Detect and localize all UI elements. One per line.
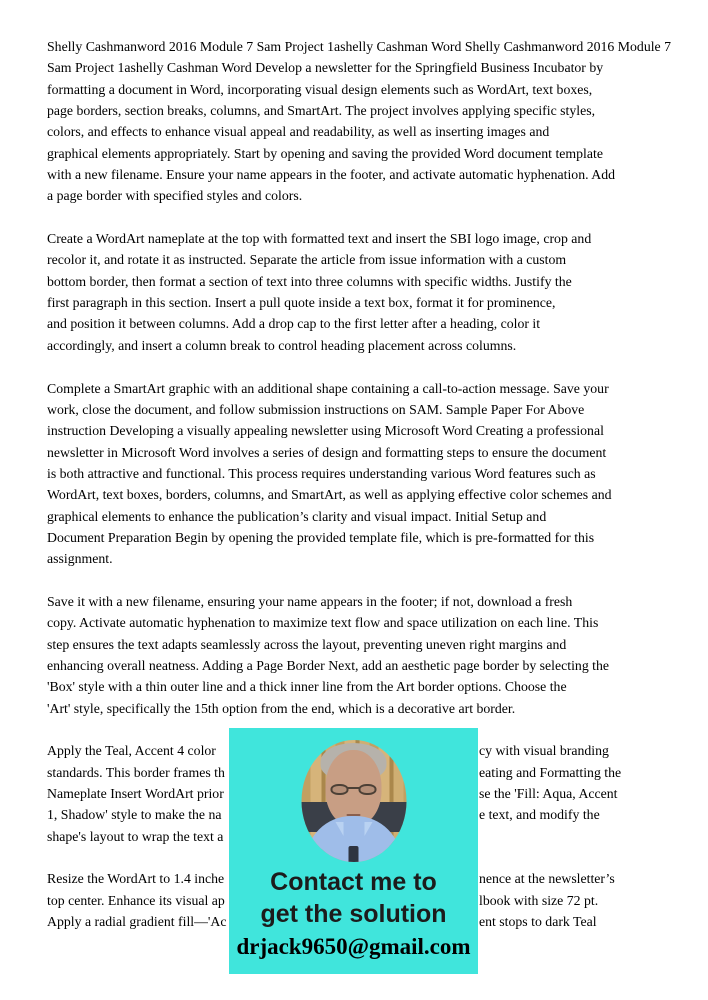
tie-shape xyxy=(349,846,359,862)
text-line: WordArt, text boxes, borders, columns, and SmartArt, as well as applying effective color schemes and xyxy=(47,487,612,503)
text-line: accordingly, and insert a column break to control heading placement across columns. xyxy=(47,337,517,353)
paragraph xyxy=(47,378,675,570)
text-line: step ensures the text adapts seamlessly across the layout, preventing uneven right margins and xyxy=(47,636,567,652)
text-line: a page border with specified styles and colors. xyxy=(47,188,303,204)
paragraph xyxy=(47,36,675,207)
text-fragment-right: eating and Formatting the xyxy=(479,764,622,780)
text-fragment-left: Apply the Teal, Accent 4 color xyxy=(47,743,216,759)
text-line: Complete a SmartArt graphic with an additional shape containing a call-to-action message. Save your xyxy=(47,380,609,396)
contact-message-line1: Contact me to xyxy=(270,868,437,896)
text-fragment-left: 1, Shadow' style to make the na xyxy=(47,807,222,823)
text-line: bottom border, then format a section of text into three columns with specific widths. Justify the xyxy=(47,273,572,289)
paragraph xyxy=(47,228,675,356)
text-line: and position it between columns. Add a drop cap to the first letter after a heading, color it xyxy=(47,316,541,332)
text-line: Shelly Cashmanword 2016 Module 7 Sam Project 1ashelly Cashman Word Shelly Cashmanword 2016 Module 7 xyxy=(47,39,672,54)
text-fragment-right: se the 'Fill: Aqua, Accent xyxy=(479,786,618,802)
text-line: first paragraph in this section. Insert a pull quote inside a text box, format it for prominence, xyxy=(47,295,556,311)
text-fragment-left: top center. Enhance its visual ap xyxy=(47,892,225,908)
text-line: newsletter in Microsoft Word involves a series of design and formatting steps to ensure the document xyxy=(47,444,607,460)
paragraph xyxy=(47,591,675,719)
text-line: graphical elements appropriately. Start by opening and saving the provided Word document template xyxy=(47,145,603,161)
text-fragment-left: standards. This border frames th xyxy=(47,764,225,780)
text-line: page borders, section breaks, columns, and SmartArt. The project involves applying specific styles, xyxy=(47,103,596,119)
text-fragment-right: cy with visual branding xyxy=(479,743,609,759)
text-fragment-right: ent stops to dark Teal xyxy=(479,914,597,930)
text-line: formatting a document in Word, incorporating visual design elements such as WordArt, text boxes, xyxy=(47,81,593,97)
contact-message-line2: get the solution xyxy=(260,900,447,928)
text-line: work, close the document, and follow submission instructions on SAM. Sample Paper For Above xyxy=(47,401,585,417)
text-line: copy. Activate automatic hyphenation to maximize text flow and space utilization on each line. This xyxy=(47,615,599,631)
text-fragment-right: e text, and modify the xyxy=(479,807,600,823)
text-line: 'Box' style with a thin outer line and a thick inner line from the Art border options. Choose the xyxy=(47,679,567,695)
collar-left xyxy=(335,822,343,836)
text-line: is both attractive and functional. This process requires understanding various Word features such as xyxy=(47,465,596,481)
text-fragment-left: Nameplate Insert WordArt prior xyxy=(47,786,224,802)
text-line: Save it with a new filename, ensuring your name appears in the footer; if not, download a fresh xyxy=(47,593,573,609)
text-fragment-left: shape's layout to wrap the text a xyxy=(47,828,224,844)
glasses-icon xyxy=(331,784,377,797)
text-line: colors, and effects to enhance visual appeal and readability, as well as inserting images and xyxy=(47,124,550,140)
collar-right xyxy=(364,822,372,836)
text-line: graphical elements to enhance the publication’s clarity and visual impact. Initial Setup and xyxy=(47,508,547,524)
tutor-photo xyxy=(301,740,406,862)
text-fragment-left: Resize the WordArt to 1.4 inche xyxy=(47,871,225,887)
text-line: instruction Developing a visually appealing newsletter using Microsoft Word Creating a professional xyxy=(47,423,604,439)
text-line: enhancing overall neatness. Adding a Page Border Next, add an aesthetic page border by selecting the xyxy=(47,657,610,673)
contact-ad-overlay xyxy=(229,728,478,974)
text-line: recolor it, and rotate it as instructed. Separate the article from issue information with a custom xyxy=(47,252,567,268)
text-line: assignment. xyxy=(47,551,113,567)
glasses-left-lens xyxy=(331,784,349,795)
text-line: 'Art' style, specifically the 15th option from the end, which is a decorative art border. xyxy=(47,700,516,716)
text-fragment-right: nence at the newsletter’s xyxy=(479,871,615,887)
text-line: with a new filename. Ensure your name appears in the footer, and activate automatic hyphenation. Add xyxy=(47,167,615,183)
text-line: Document Preparation Begin by opening the provided template file, which is pre-formatted for this xyxy=(47,529,595,545)
glasses-bridge xyxy=(348,787,360,789)
text-line: Create a WordArt nameplate at the top with formatted text and insert the SBI logo image, crop and xyxy=(47,231,592,247)
text-fragment-right: lbook with size 72 pt. xyxy=(479,892,599,908)
text-fragment-left: Apply a radial gradient fill—'Ac xyxy=(47,914,227,930)
text-line: Sam Project 1ashelly Cashman Word Develop a newsletter for the Springfield Business Incubator by xyxy=(47,60,604,76)
glasses-right-lens xyxy=(359,784,377,795)
contact-email: drjack9650@gmail.com xyxy=(236,934,471,959)
